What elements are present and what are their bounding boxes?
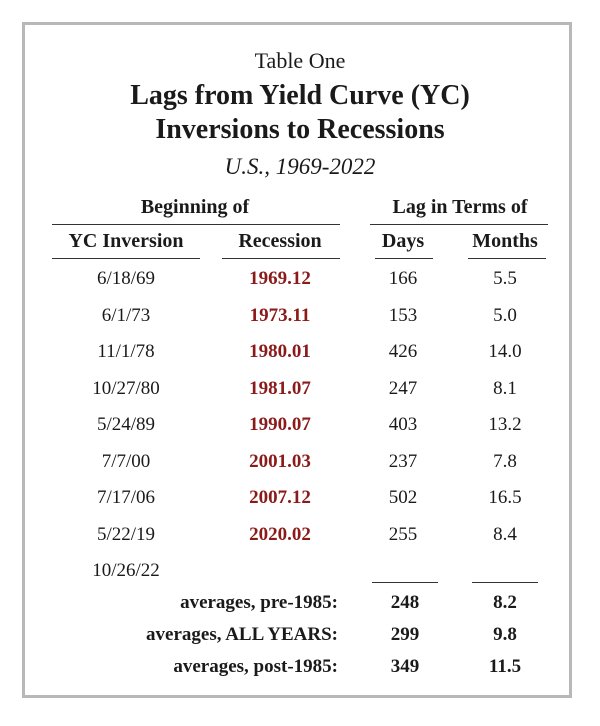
- cell-days: 403: [388, 414, 418, 435]
- cell-recession: 1980.01: [249, 341, 311, 362]
- cell-inversion: 5/24/89: [96, 414, 156, 435]
- cell-inversion: 5/22/19: [96, 523, 156, 545]
- cell-months: 5.0: [493, 304, 517, 326]
- column-header-days: Days: [381, 230, 425, 252]
- table-title-line1: Lags from Yield Curve (YC): [130, 80, 470, 111]
- table-title-line2: Inversions to Recessions: [155, 114, 445, 145]
- averages-days: 299: [390, 624, 420, 645]
- cell-months: 7.8: [493, 450, 517, 472]
- averages-months: 8.2: [493, 592, 517, 613]
- cell-inversion: 10/26/22: [92, 560, 160, 581]
- cell-inversion: 10/27/80: [92, 377, 160, 399]
- cell-months: 13.2: [488, 414, 522, 435]
- averages-label: averages, ALL YEARS:: [146, 624, 338, 645]
- averages-rule-months: [472, 582, 538, 583]
- averages-days: 248: [390, 592, 420, 613]
- cell-days: 255: [388, 523, 418, 545]
- cell-days: 502: [388, 487, 418, 508]
- table-subtitle: U.S., 1969-2022: [224, 154, 376, 179]
- cell-months: 5.5: [493, 268, 517, 289]
- cell-inversion: 6/18/69: [96, 268, 156, 289]
- group-header-lag: Lag in Terms of: [392, 196, 528, 218]
- group-header-beginning: Beginning of: [140, 196, 250, 218]
- cell-inversion: 7/17/06: [96, 487, 156, 508]
- group-underline-lag: [370, 224, 548, 225]
- cell-days: 153: [388, 304, 418, 326]
- cell-recession: 2020.02: [249, 523, 311, 545]
- averages-label: averages, pre-1985:: [180, 592, 338, 613]
- averages-rule-days: [372, 582, 438, 583]
- column-header-inversion: YC Inversion: [68, 230, 184, 252]
- column-underline-recession: [222, 258, 340, 259]
- cell-days: 426: [388, 341, 418, 362]
- cell-recession: 1969.12: [249, 268, 311, 289]
- column-header-months: Months: [472, 230, 538, 252]
- averages-months: 11.5: [488, 656, 522, 677]
- cell-recession: 1990.07: [249, 414, 311, 435]
- cell-days: 237: [388, 450, 418, 472]
- column-underline-days: [375, 258, 433, 259]
- column-header-recession: Recession: [238, 230, 322, 252]
- averages-days: 349: [390, 656, 420, 677]
- cell-inversion: 7/7/00: [101, 450, 151, 472]
- averages-months: 9.8: [493, 624, 517, 645]
- column-underline-months: [468, 258, 546, 259]
- cell-recession: 1981.07: [249, 377, 311, 399]
- cell-recession: 2001.03: [249, 450, 311, 472]
- cell-inversion: 6/1/73: [101, 304, 151, 326]
- group-underline-beginning: [52, 224, 340, 225]
- cell-months: 8.4: [493, 523, 517, 545]
- cell-days: 166: [388, 268, 418, 289]
- cell-recession: 1973.11: [249, 304, 311, 326]
- cell-inversion: 11/1/78: [97, 341, 155, 362]
- averages-label: averages, post-1985:: [173, 656, 338, 677]
- cell-months: 16.5: [488, 487, 522, 508]
- cell-months: 14.0: [488, 341, 522, 362]
- cell-days: 247: [388, 377, 418, 399]
- cell-months: 8.1: [493, 377, 517, 399]
- table-super-title: Table One: [254, 48, 346, 73]
- cell-recession: 2007.12: [249, 487, 311, 508]
- column-underline-inversion: [52, 258, 200, 259]
